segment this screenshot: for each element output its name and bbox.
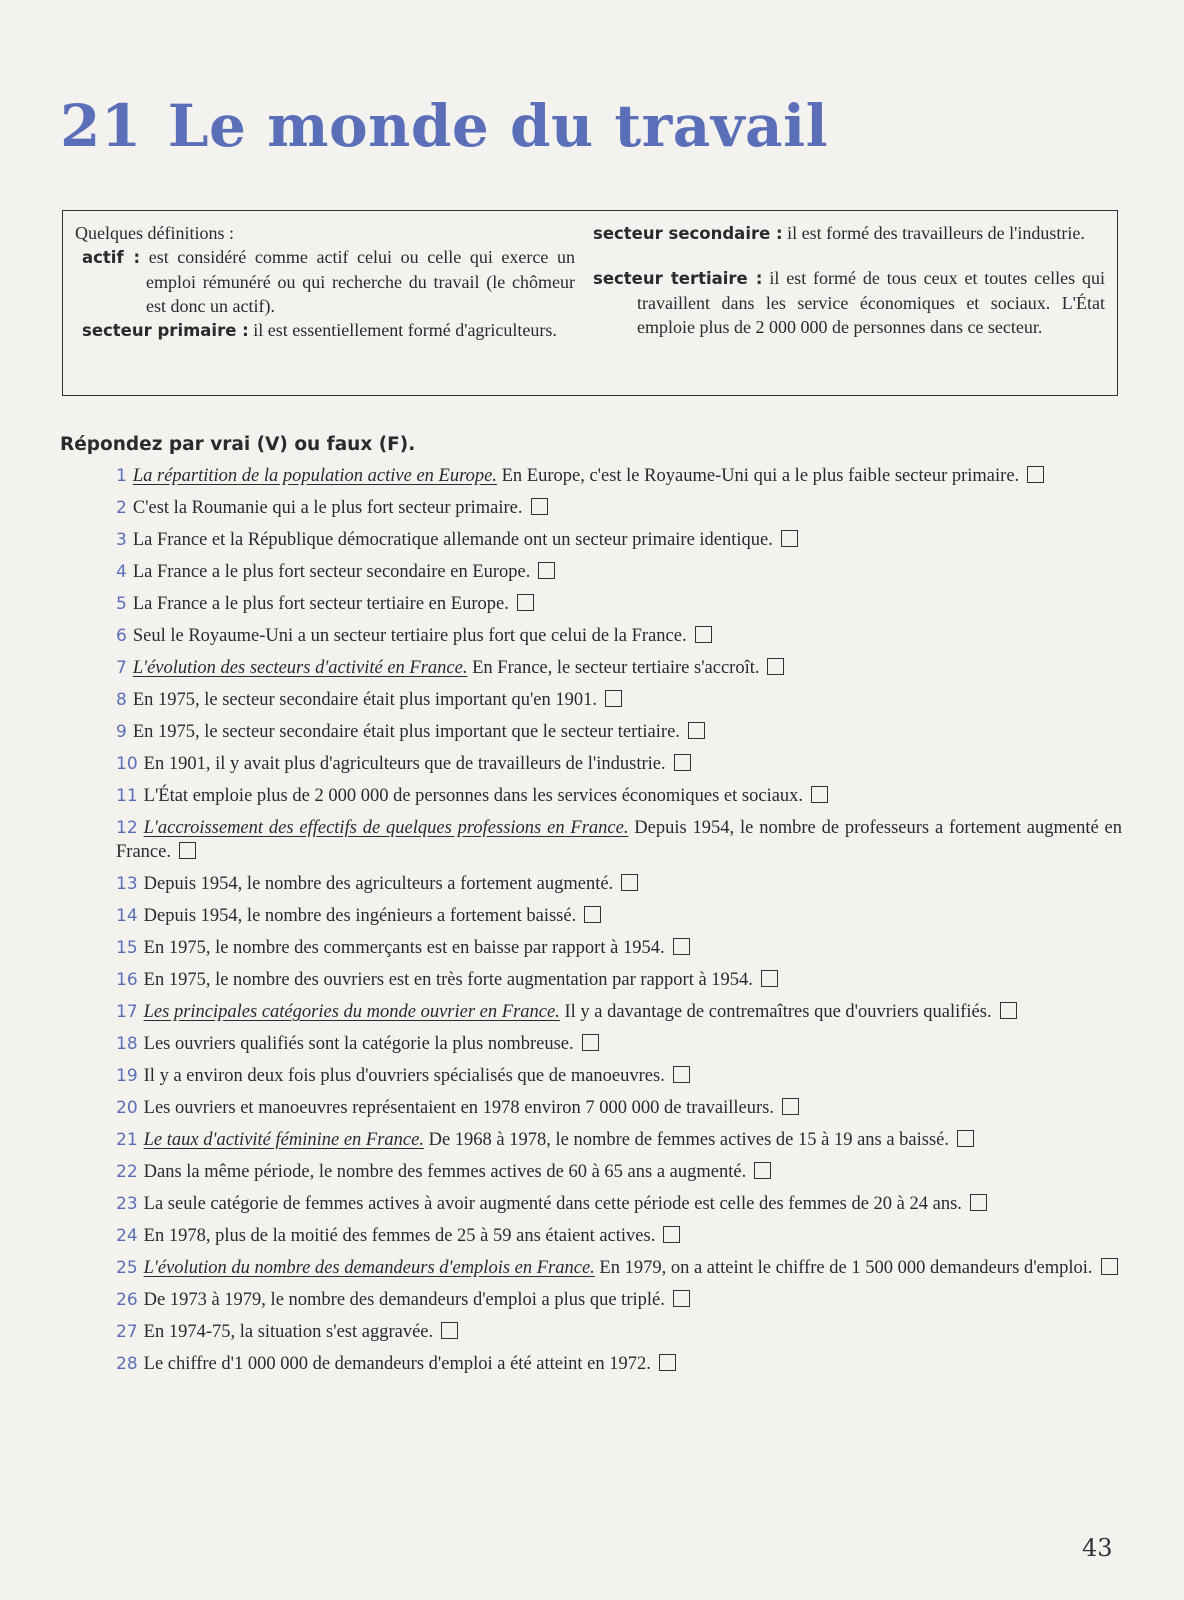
answer-checkbox[interactable]	[767, 658, 784, 675]
exercise-instruction: Répondez par vrai (V) ou faux (F).	[60, 434, 416, 455]
answer-checkbox[interactable]	[1027, 466, 1044, 483]
question-text: L'État emploie plus de 2 000 000 de personnes dans les services économiques et sociaux.	[143, 786, 804, 806]
question-topic-heading: L'évolution des secteurs d'activité en France.	[132, 658, 468, 678]
question-item	[116, 1320, 1122, 1344]
question-item	[116, 496, 1122, 520]
question-item	[116, 1064, 1122, 1088]
question-text: En 1901, il y avait plus d'agriculteurs que de travailleurs de l'industrie.	[143, 754, 666, 774]
question-item	[116, 656, 1122, 680]
question-number: 13	[116, 874, 138, 894]
question-text: En 1979, on a atteint le chiffre de 1 500 000 demandeurs d'emploi.	[599, 1258, 1093, 1278]
answer-checkbox[interactable]	[688, 722, 705, 739]
question-number: 17	[116, 1002, 138, 1022]
question-item	[116, 528, 1122, 552]
question-item	[116, 1096, 1122, 1120]
question-text: En 1978, plus de la moitié des femmes de 25 à 59 ans étaient actives.	[143, 1226, 656, 1246]
question-item	[116, 752, 1122, 776]
question-number: 8	[116, 690, 127, 710]
question-item	[116, 592, 1122, 616]
question-number: 19	[116, 1066, 138, 1086]
definition-text: il est formé de tous ceux et toutes celles qui travaillent dans les service économiques et sociaux. L'État emploie plus de 2 000 000 de personnes dans ce secteur.	[637, 268, 1106, 337]
question-text: La seule catégorie de femmes actives à avoir augmenté dans cette période est celle des femmes de 20 à 24 ans.	[143, 1194, 962, 1214]
question-text: En 1975, le secteur secondaire était plus important que le secteur tertiaire.	[132, 722, 680, 742]
question-text: Depuis 1954, le nombre des agriculteurs a fortement augmenté.	[143, 874, 614, 894]
question-item	[116, 1000, 1122, 1024]
chapter-title: Le monde du travail	[167, 92, 829, 160]
answer-checkbox[interactable]	[673, 1066, 690, 1083]
definition-tertiaire	[593, 266, 1105, 339]
question-number: 11	[116, 786, 138, 806]
question-text: Depuis 1954, le nombre de professeurs a fortement augmenté en France.	[116, 818, 1122, 862]
question-text: Depuis 1954, le nombre des ingénieurs a fortement baissé.	[143, 906, 577, 926]
definition-text: il est formé des travailleurs de l'industrie.	[787, 223, 1085, 243]
answer-checkbox[interactable]	[970, 1194, 987, 1211]
question-number: 3	[116, 530, 127, 550]
answer-checkbox[interactable]	[584, 906, 601, 923]
definition-term: secteur tertiaire :	[593, 269, 763, 288]
question-item	[116, 1352, 1122, 1376]
question-item	[116, 560, 1122, 584]
question-text: En France, le secteur tertiaire s'accroît.	[472, 658, 760, 678]
question-text: En 1975, le nombre des commerçants est en baisse par rapport à 1954.	[143, 938, 665, 958]
answer-checkbox[interactable]	[621, 874, 638, 891]
question-number: 27	[116, 1322, 138, 1342]
question-item	[116, 816, 1122, 864]
question-number: 28	[116, 1354, 138, 1374]
page-number: 43	[1082, 1534, 1113, 1562]
definition-primaire	[75, 318, 575, 343]
question-list	[116, 464, 1122, 1384]
question-item	[116, 1256, 1122, 1280]
question-text: En 1974-75, la situation s'est aggravée.	[143, 1322, 434, 1342]
answer-checkbox[interactable]	[695, 626, 712, 643]
question-number: 25	[116, 1258, 138, 1278]
definition-text: il est essentiellement formé d'agriculteurs.	[253, 320, 557, 340]
question-number: 2	[116, 498, 127, 518]
answer-checkbox[interactable]	[663, 1226, 680, 1243]
page-title	[60, 92, 828, 160]
question-topic-heading: La répartition de la population active en Europe.	[132, 466, 497, 486]
question-number: 14	[116, 906, 138, 926]
answer-checkbox[interactable]	[957, 1130, 974, 1147]
question-number: 10	[116, 754, 138, 774]
question-text: Dans la même période, le nombre des femmes actives de 60 à 65 ans a augmenté.	[143, 1162, 747, 1182]
question-number: 20	[116, 1098, 138, 1118]
question-number: 23	[116, 1194, 138, 1214]
question-item	[116, 688, 1122, 712]
question-number: 22	[116, 1162, 138, 1182]
answer-checkbox[interactable]	[811, 786, 828, 803]
question-number: 6	[116, 626, 127, 646]
question-number: 12	[116, 818, 138, 838]
answer-checkbox[interactable]	[179, 842, 196, 859]
question-number: 24	[116, 1226, 138, 1246]
answer-checkbox[interactable]	[517, 594, 534, 611]
question-text: Les ouvriers qualifiés sont la catégorie la plus nombreuse.	[143, 1034, 574, 1054]
question-topic-heading: Le taux d'activité féminine en France.	[143, 1130, 424, 1150]
question-number: 18	[116, 1034, 138, 1054]
definition-term: actif :	[82, 248, 141, 267]
question-item	[116, 1288, 1122, 1312]
question-text: Les ouvriers et manoeuvres représentaient en 1978 environ 7 000 000 de travailleurs.	[143, 1098, 774, 1118]
answer-checkbox[interactable]	[1000, 1002, 1017, 1019]
answer-checkbox[interactable]	[582, 1034, 599, 1051]
question-item	[116, 968, 1122, 992]
question-text: En 1975, le nombre des ouvriers est en très forte augmentation par rapport à 1954.	[143, 970, 753, 990]
question-topic-heading: L'accroissement des effectifs de quelques professions en France.	[143, 818, 629, 838]
question-number: 26	[116, 1290, 138, 1310]
question-number: 4	[116, 562, 127, 582]
question-item	[116, 624, 1122, 648]
question-number: 16	[116, 970, 138, 990]
question-text: En Europe, c'est le Royaume-Uni qui a le plus faible secteur primaire.	[501, 466, 1020, 486]
answer-checkbox[interactable]	[673, 1290, 690, 1307]
definitions-box	[62, 210, 1118, 396]
question-text: Le chiffre d'1 000 000 de demandeurs d'emploi a été atteint en 1972.	[143, 1354, 651, 1374]
definition-term: secteur secondaire :	[593, 224, 783, 243]
question-text: Il y a davantage de contremaîtres que d'ouvriers qualifiés.	[564, 1002, 992, 1022]
question-text: La France et la République démocratique allemande ont un secteur primaire identique.	[132, 530, 773, 550]
question-item	[116, 1224, 1122, 1248]
question-number: 15	[116, 938, 138, 958]
definition-actif	[75, 245, 575, 318]
question-item	[116, 936, 1122, 960]
question-item	[116, 784, 1122, 808]
definition-secondaire	[593, 221, 1105, 246]
question-item	[116, 904, 1122, 928]
question-item	[116, 1160, 1122, 1184]
question-text: De 1973 à 1979, le nombre des demandeurs d'emploi a plus que triplé.	[143, 1290, 665, 1310]
question-text: La France a le plus fort secteur tertiaire en Europe.	[132, 594, 509, 614]
answer-checkbox[interactable]	[441, 1322, 458, 1339]
chapter-number: 21	[60, 92, 142, 160]
answer-checkbox[interactable]	[781, 530, 798, 547]
answer-checkbox[interactable]	[538, 562, 555, 579]
question-item	[116, 464, 1122, 488]
question-text: La France a le plus fort secteur secondaire en Europe.	[132, 562, 531, 582]
answer-checkbox[interactable]	[674, 754, 691, 771]
definition-term: secteur primaire :	[82, 321, 249, 340]
answer-checkbox[interactable]	[754, 1162, 771, 1179]
answer-checkbox[interactable]	[782, 1098, 799, 1115]
question-text: En 1975, le secteur secondaire était plus important qu'en 1901.	[132, 690, 597, 710]
question-text: C'est la Roumanie qui a le plus fort secteur primaire.	[132, 498, 523, 518]
question-item	[116, 720, 1122, 744]
answer-checkbox[interactable]	[605, 690, 622, 707]
definitions-left-column	[75, 221, 575, 343]
question-topic-heading: L'évolution du nombre des demandeurs d'emplois en France.	[143, 1258, 595, 1278]
question-number: 5	[116, 594, 127, 614]
definitions-right-column	[593, 221, 1105, 339]
question-item	[116, 872, 1122, 896]
question-topic-heading: Les principales catégories du monde ouvrier en France.	[143, 1002, 560, 1022]
question-number: 1	[116, 466, 127, 486]
question-text: De 1968 à 1978, le nombre de femmes actives de 15 à 19 ans a baissé.	[428, 1130, 950, 1150]
answer-checkbox[interactable]	[761, 970, 778, 987]
answer-checkbox[interactable]	[673, 938, 690, 955]
question-item	[116, 1128, 1122, 1152]
answer-checkbox[interactable]	[659, 1354, 676, 1371]
question-item	[116, 1192, 1122, 1216]
question-number: 21	[116, 1130, 138, 1150]
question-number: 9	[116, 722, 127, 742]
definition-text: est considéré comme actif celui ou celle qui exerce un emploi rémunéré ou qui recherche du travail (le chômeur est donc un actif).	[146, 247, 575, 316]
question-text: Il y a environ deux fois plus d'ouvriers spécialisés que de manoeuvres.	[143, 1066, 665, 1086]
question-text: Seul le Royaume-Uni a un secteur tertiaire plus fort que celui de la France.	[132, 626, 687, 646]
question-number: 7	[116, 658, 127, 678]
answer-checkbox[interactable]	[531, 498, 548, 515]
definitions-intro: Quelques définitions :	[75, 223, 234, 243]
question-item	[116, 1032, 1122, 1056]
answer-checkbox[interactable]	[1101, 1258, 1118, 1275]
